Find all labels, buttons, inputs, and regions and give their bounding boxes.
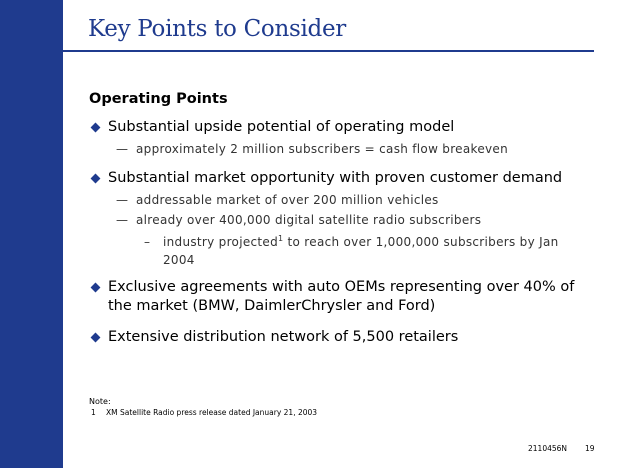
bullet-text: Substantial market opportunity with proven customer demand bbox=[108, 170, 563, 186]
sub-sub-bullet-text-before: industry projected bbox=[163, 235, 279, 249]
sub-bullet-text: addressable market of over 200 million vehicles bbox=[136, 193, 439, 207]
section-heading: Operating Points bbox=[89, 91, 228, 107]
sub-bullet-text: already over 400,000 digital satellite radio subscribers bbox=[136, 213, 482, 227]
dash-marker: — bbox=[116, 213, 128, 227]
bullet-diamond-icon bbox=[91, 333, 101, 343]
bullet-text: Exclusive agreements with auto OEMs representing over 40% of the market (BMW, DaimlerChrysler and Ford) bbox=[108, 279, 575, 314]
document-code: 2110456N bbox=[528, 444, 568, 453]
en-dash-marker: – bbox=[144, 235, 150, 249]
sub-sub-bullet-text-after: to reach over 1,000,000 subscribers by Jan 2004 bbox=[163, 235, 559, 267]
sub-sub-bullet-text bbox=[163, 233, 583, 269]
title-divider bbox=[22, 50, 594, 52]
dash-marker: — bbox=[116, 142, 128, 156]
bullet-text: Extensive distribution network of 5,500 retailers bbox=[108, 329, 459, 345]
footnote-text: XM Satellite Radio press release dated January 21, 2003 bbox=[106, 408, 318, 417]
sub-bullet-text: approximately 2 million subscribers = cash flow breakeven bbox=[136, 142, 509, 156]
footnote-ref: 1 bbox=[278, 234, 284, 243]
dash-marker: — bbox=[116, 193, 128, 207]
footnote-number: 1 bbox=[91, 408, 96, 417]
bullet-diamond-icon bbox=[91, 283, 101, 293]
bullet-diamond-icon bbox=[91, 174, 101, 184]
slide-title: Key Points to Consider bbox=[88, 16, 346, 42]
bullet-text: Substantial upside potential of operating model bbox=[108, 119, 455, 135]
side-bar bbox=[0, 0, 63, 468]
page-number: 19 bbox=[585, 444, 595, 453]
bullet-diamond-icon bbox=[91, 123, 101, 133]
note-label: Note: bbox=[89, 397, 111, 406]
